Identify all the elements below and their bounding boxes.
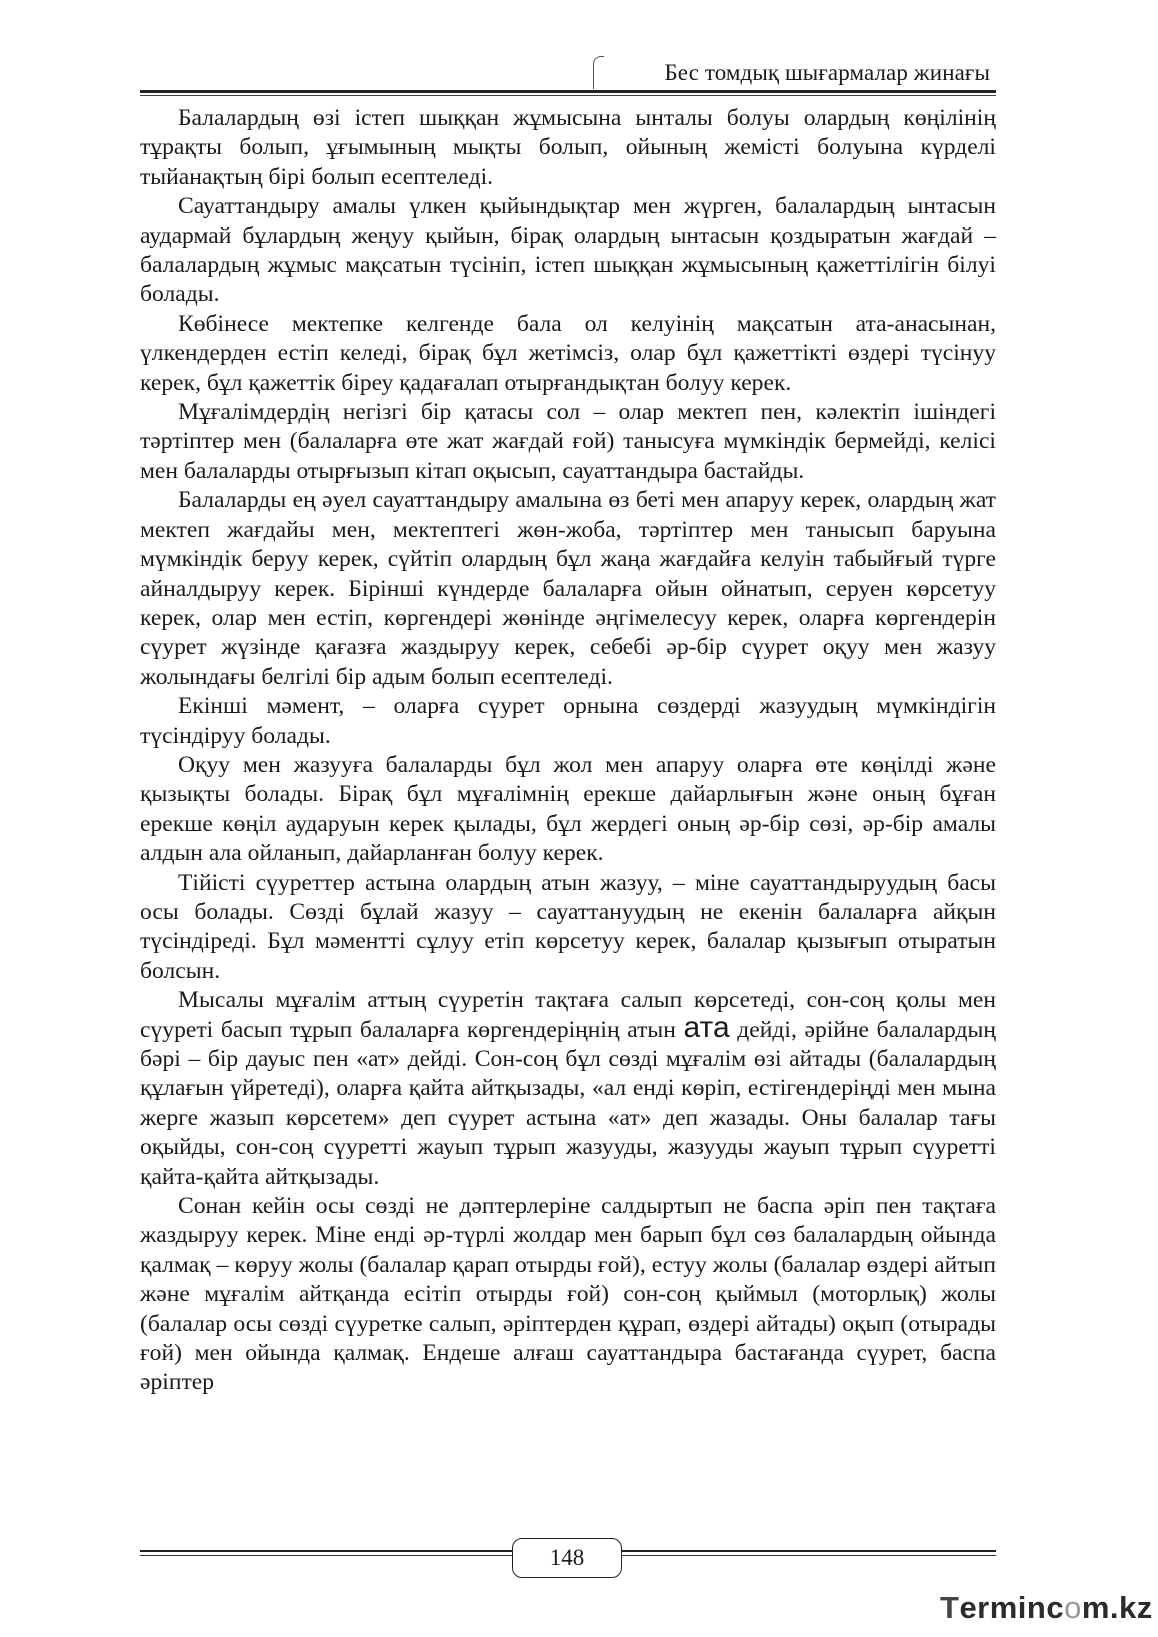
watermark-part1: erminc xyxy=(959,1590,1065,1625)
paragraph-ata-before: Мысалы мұғалім аттың сүуретін тақтаға салып көрсетеді, сон-соң қолы мен сүуреті басып тұрып балаларға көргендеріңнің атын xyxy=(140,987,996,1043)
page-number: 148 xyxy=(512,1538,622,1578)
header-rule xyxy=(140,90,996,93)
paragraph: Екінші мәмент, – оларға сүурет орнына сөздерді жазуудың мүмкіндігін түсіндіруу болады. xyxy=(140,693,996,749)
running-header xyxy=(140,52,996,92)
header-title: Бес томдық шығармалар жинағы xyxy=(664,60,990,85)
footer-rule-right xyxy=(622,1550,996,1552)
paragraph: Балаларды ең әуел сауаттандыру амалына өз беті мен апаруу керек, олардың жат мектеп жағдайы мен, мектептегі жөн-жоба, тәртіптер мен танысып баруына мүмкіндік беруу керек, сүйтіп олардың бұл жаңа жағдайға келуін табыйғый түрге айналдыруу керек. Бірінші күндерде балаларға ойын ойнатып, серуен көрсетуу керек, олар мен естіп, көргендері жөнінде әңгімелесуу керек, оларға көргендерін сүурет жүзінде қағазға жаздыруу керек, себебі әр-бір сүурет оқуу мен жазуу жолындағы белгілі бір адым болып есептеледі. xyxy=(140,487,996,690)
paragraph: Оқуу мен жазууға балаларды бұл жол мен апаруу оларға өте көңілді және қызықты болады. Бірақ бұл мұғалімнің ерекше дайарлығын және оның бұған ерекше көңіл аударуын керек қылады, бұл жердегі оның әр-бір сөзі, әр-бір амалы алдын ала ойланып, дайарланған болуу керек. xyxy=(140,751,996,867)
site-watermark xyxy=(940,1590,1153,1626)
paragraph-ata xyxy=(140,986,996,1192)
page-footer xyxy=(140,1534,996,1584)
paragraph: Балалардың өзі істеп шыққан жұмысына ынталы болуы олардың көңілінің тұрақты болып, ұғымының мықты болып, ойының жемісті болуына күрделі тыйанақтың бірі болып есептеледі. xyxy=(140,105,996,190)
paragraph: Мұғалімдердің негізгі бір қатасы сол – олар мектеп пен, кәлектіп ішіндегі тәртіптер мен (балаларға өте жат жағдай ғой) танысуға мүмкіндік бермейді, келісі мен балаларды отырғызып кітап оқысып, сауаттандыра бастайды. xyxy=(140,399,996,484)
footer-rule-left xyxy=(140,1550,512,1552)
header-bracket-ornament xyxy=(593,56,604,89)
footer-rule-right-thin xyxy=(622,1555,996,1556)
header-rule-thin xyxy=(140,95,996,96)
highlighted-word: ата xyxy=(683,1010,730,1044)
paragraph: Сауаттандыру амалы үлкен қыйындықтар мен жүрген, балалардың ынтасын аудармай бұлардың жеңуу қыйын, бірақ олардың ынтасын қоздыратын жағдай – балалардың жұмыс мақсатын түсініп, істеп шыққан жұмысының қажеттілігін білуі болады. xyxy=(140,193,996,308)
footer-rule-left-thin xyxy=(140,1555,512,1556)
watermark-part2: m.kz xyxy=(1081,1590,1153,1625)
paragraph: Көбінесе мектепке келгенде бала ол келуінің мақсатын ата-анасынан, үлкендерден естіп келеді, бірақ бұл жетімсіз, олар бұл қажеттікті өздері түсінуу керек, бұл қажеттік біреу қадағалап отырғандықтан болуу керек. xyxy=(140,310,996,396)
watermark-t: T xyxy=(940,1590,960,1625)
paragraph-last: Сонан кейін осы сөзді не дәптерлеріне салдыртып не баспа әріп пен тақтаға жаздыруу керек. Міне енді әр-түрлі жолдар мен барып бұл сөз балалардың ойында қалмақ – көруу жолы (балалар қарап отырды ғой), естуу жолы (балалар өздері айтып және мұғалім айтқанда есітіп отырды ғой) сон-соң қыймыл (моторлық) жолы (балалар осы сөзді сүуретке салып, әріптерден құрап, өздері айтады) оқып (отырады ғой) мен ойында қалмақ. Ендеше алғаш сауаттандыра бастағанда сүурет, баспа әріптер xyxy=(140,1193,996,1396)
watermark-o: o xyxy=(1064,1590,1082,1625)
body-text xyxy=(140,104,996,1398)
paragraph-ata-after: дейді, әрійне балалардың бәрі – бір дауыс пен «ат» дейді. Сон-соң бұл сөзді мұғалім өзі айтады (балалардың құлағын үйретеді), оларға қайта айтқызады, «ал енді көріп, естігендеріңді мен мына жерге жазып көрсетем» деп сүурет астына «ат» деп жазады. Оны балалар тағы оқыйды, сон-соң сүуретті жауып тұрып жазууды, жазууды жауып тұрып сүуретті қайта-қайта айтқызады. xyxy=(140,1016,996,1190)
paragraph: Тійісті сүуреттер астына олардың атын жазуу, – міне сауаттандыруудың басы осы болады. Сөзді бұлай жазуу – сауаттануудың не екенін балаларға айқын түсіндіреді. Бұл мәментті сұлуу етіп көрсетуу керек, балалар қызығып отыратын болсын. xyxy=(140,869,996,984)
